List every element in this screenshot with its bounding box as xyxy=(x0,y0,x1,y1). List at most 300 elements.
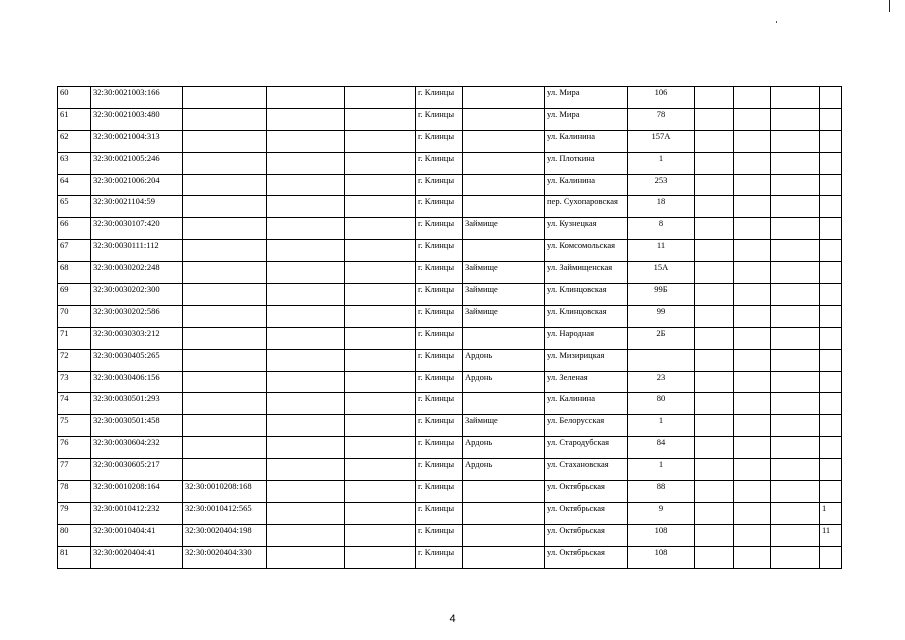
house-number-cell: 78 xyxy=(628,108,695,130)
city-cell: г. Клинцы xyxy=(416,327,463,349)
locality-cell xyxy=(463,240,545,262)
empty-cell xyxy=(771,262,820,284)
empty-cell xyxy=(695,437,734,459)
empty-cell xyxy=(695,130,734,152)
related-cadastral-number-cell: 32:30:0010208:168 xyxy=(183,481,267,503)
empty-cell xyxy=(345,437,416,459)
locality-cell xyxy=(463,87,545,109)
row-number-cell: 81 xyxy=(58,546,91,568)
empty-cell xyxy=(734,174,771,196)
extra-value-cell xyxy=(820,459,842,481)
page-speck xyxy=(776,21,777,23)
empty-cell xyxy=(267,262,345,284)
row-number-cell: 73 xyxy=(58,371,91,393)
city-cell: г. Клинцы xyxy=(416,284,463,306)
empty-cell xyxy=(695,196,734,218)
extra-value-cell xyxy=(820,108,842,130)
row-number-cell: 77 xyxy=(58,459,91,481)
table-row xyxy=(58,284,842,306)
registry-body xyxy=(58,87,842,569)
empty-cell xyxy=(771,87,820,109)
empty-cell xyxy=(345,371,416,393)
house-number-cell: 1 xyxy=(628,415,695,437)
cadastral-number-cell: 32:30:0010412:232 xyxy=(91,502,183,524)
cadastral-number-cell: 32:30:0010404:41 xyxy=(91,524,183,546)
related-cadastral-number-cell xyxy=(183,415,267,437)
cadastral-number-cell: 32:30:0030202:300 xyxy=(91,284,183,306)
extra-value-cell xyxy=(820,393,842,415)
street-cell: ул. Зеленая xyxy=(545,371,628,393)
empty-cell xyxy=(267,87,345,109)
city-cell: г. Клинцы xyxy=(416,371,463,393)
table-row xyxy=(58,305,842,327)
related-cadastral-number-cell xyxy=(183,218,267,240)
city-cell: г. Клинцы xyxy=(416,152,463,174)
related-cadastral-number-cell xyxy=(183,349,267,371)
related-cadastral-number-cell xyxy=(183,459,267,481)
empty-cell xyxy=(771,152,820,174)
empty-cell xyxy=(734,327,771,349)
row-number-cell: 71 xyxy=(58,327,91,349)
house-number-cell: 88 xyxy=(628,481,695,503)
empty-cell xyxy=(695,459,734,481)
cadastral-number-cell: 32:30:0010208:164 xyxy=(91,481,183,503)
empty-cell xyxy=(267,481,345,503)
house-number-cell: 2Б xyxy=(628,327,695,349)
related-cadastral-number-cell xyxy=(183,327,267,349)
empty-cell xyxy=(345,459,416,481)
empty-cell xyxy=(734,415,771,437)
house-number-cell: 99Б xyxy=(628,284,695,306)
empty-cell xyxy=(345,502,416,524)
city-cell: г. Клинцы xyxy=(416,415,463,437)
street-cell: ул. Мира xyxy=(545,87,628,109)
house-number-cell: 15А xyxy=(628,262,695,284)
empty-cell xyxy=(345,284,416,306)
house-number-cell: 108 xyxy=(628,524,695,546)
street-cell: ул. Клинцовская xyxy=(545,305,628,327)
extra-value-cell xyxy=(820,415,842,437)
city-cell: г. Клинцы xyxy=(416,218,463,240)
empty-cell xyxy=(345,546,416,568)
extra-value-cell xyxy=(820,240,842,262)
table-row xyxy=(58,415,842,437)
cadastral-number-cell: 32:30:0021104:59 xyxy=(91,196,183,218)
empty-cell xyxy=(695,262,734,284)
city-cell: г. Клинцы xyxy=(416,305,463,327)
empty-cell xyxy=(734,305,771,327)
empty-cell xyxy=(267,174,345,196)
page-number: 4 xyxy=(449,613,456,625)
table-row xyxy=(58,196,842,218)
table-row xyxy=(58,437,842,459)
table-row xyxy=(58,327,842,349)
cadastral-number-cell: 32:30:0021006:204 xyxy=(91,174,183,196)
empty-cell xyxy=(771,174,820,196)
table-row xyxy=(58,393,842,415)
empty-cell xyxy=(734,108,771,130)
empty-cell xyxy=(695,305,734,327)
empty-cell xyxy=(345,393,416,415)
row-number-cell: 80 xyxy=(58,524,91,546)
empty-cell xyxy=(267,305,345,327)
locality-cell xyxy=(463,327,545,349)
row-number-cell: 67 xyxy=(58,240,91,262)
table-row xyxy=(58,459,842,481)
row-number-cell: 63 xyxy=(58,152,91,174)
empty-cell xyxy=(695,174,734,196)
city-cell: г. Клинцы xyxy=(416,481,463,503)
related-cadastral-number-cell: 32:30:0020404:330 xyxy=(183,546,267,568)
street-cell: ул. Калинина xyxy=(545,174,628,196)
empty-cell xyxy=(345,481,416,503)
empty-cell xyxy=(734,240,771,262)
empty-cell xyxy=(734,546,771,568)
house-number-cell: 9 xyxy=(628,502,695,524)
house-number-cell: 108 xyxy=(628,546,695,568)
empty-cell xyxy=(345,240,416,262)
related-cadastral-number-cell xyxy=(183,305,267,327)
empty-cell xyxy=(695,349,734,371)
street-cell: ул. Комсомольская xyxy=(545,240,628,262)
cadastral-number-cell: 32:30:0030303:212 xyxy=(91,327,183,349)
empty-cell xyxy=(695,284,734,306)
house-number-cell: 253 xyxy=(628,174,695,196)
empty-cell xyxy=(771,108,820,130)
house-number-cell: 8 xyxy=(628,218,695,240)
cadastral-number-cell: 32:30:0030202:248 xyxy=(91,262,183,284)
street-cell: ул. Кузнецкая xyxy=(545,218,628,240)
empty-cell xyxy=(695,415,734,437)
empty-cell xyxy=(695,108,734,130)
city-cell: г. Клинцы xyxy=(416,108,463,130)
cadastral-number-cell: 32:30:0030406:156 xyxy=(91,371,183,393)
locality-cell xyxy=(463,546,545,568)
street-cell: ул. Мизирицкая xyxy=(545,349,628,371)
empty-cell xyxy=(771,327,820,349)
cadastral-number-cell: 32:30:0030107:420 xyxy=(91,218,183,240)
street-cell: ул. Стахановская xyxy=(545,459,628,481)
house-number-cell: 1 xyxy=(628,152,695,174)
street-cell: ул. Стародубская xyxy=(545,437,628,459)
city-cell: г. Клинцы xyxy=(416,546,463,568)
locality-cell: Ардонь xyxy=(463,371,545,393)
street-cell: ул. Калинина xyxy=(545,393,628,415)
house-number-cell: 99 xyxy=(628,305,695,327)
empty-cell xyxy=(345,305,416,327)
empty-cell xyxy=(734,393,771,415)
related-cadastral-number-cell xyxy=(183,371,267,393)
empty-cell xyxy=(771,415,820,437)
street-cell: ул. Народная xyxy=(545,327,628,349)
empty-cell xyxy=(734,371,771,393)
extra-value-cell xyxy=(820,481,842,503)
empty-cell xyxy=(734,284,771,306)
empty-cell xyxy=(771,437,820,459)
empty-cell xyxy=(771,393,820,415)
empty-cell xyxy=(695,546,734,568)
empty-cell xyxy=(345,218,416,240)
cadastral-number-cell: 32:30:0021003:166 xyxy=(91,87,183,109)
city-cell: г. Клинцы xyxy=(416,524,463,546)
locality-cell: Ардонь xyxy=(463,437,545,459)
empty-cell xyxy=(267,459,345,481)
empty-cell xyxy=(267,130,345,152)
house-number-cell: 23 xyxy=(628,371,695,393)
empty-cell xyxy=(345,174,416,196)
street-cell: ул. Белорусская xyxy=(545,415,628,437)
street-cell: ул. Октябрьская xyxy=(545,524,628,546)
empty-cell xyxy=(771,130,820,152)
empty-cell xyxy=(695,240,734,262)
cadastral-number-cell: 32:30:0030111:112 xyxy=(91,240,183,262)
empty-cell xyxy=(734,87,771,109)
street-cell: ул. Займищенская xyxy=(545,262,628,284)
street-cell: ул. Октябрьская xyxy=(545,481,628,503)
empty-cell xyxy=(734,218,771,240)
empty-cell xyxy=(695,524,734,546)
extra-value-cell: 1 xyxy=(820,502,842,524)
empty-cell xyxy=(771,371,820,393)
empty-cell xyxy=(345,152,416,174)
empty-cell xyxy=(345,349,416,371)
extra-value-cell xyxy=(820,371,842,393)
row-number-cell: 68 xyxy=(58,262,91,284)
locality-cell xyxy=(463,481,545,503)
empty-cell xyxy=(345,415,416,437)
cadastral-number-cell: 32:30:0021004:313 xyxy=(91,130,183,152)
empty-cell xyxy=(695,502,734,524)
empty-cell xyxy=(771,546,820,568)
extra-value-cell xyxy=(820,284,842,306)
related-cadastral-number-cell: 32:30:0010412:565 xyxy=(183,502,267,524)
empty-cell xyxy=(695,327,734,349)
extra-value-cell xyxy=(820,305,842,327)
empty-cell xyxy=(267,502,345,524)
empty-cell xyxy=(695,393,734,415)
city-cell: г. Клинцы xyxy=(416,349,463,371)
empty-cell xyxy=(734,349,771,371)
empty-cell xyxy=(771,459,820,481)
row-number-cell: 72 xyxy=(58,349,91,371)
extra-value-cell xyxy=(820,327,842,349)
page-edge-mark xyxy=(889,0,890,12)
table-row xyxy=(58,174,842,196)
city-cell: г. Клинцы xyxy=(416,87,463,109)
empty-cell xyxy=(771,481,820,503)
house-number-cell: 157А xyxy=(628,130,695,152)
street-cell: пер. Сухопаровская xyxy=(545,196,628,218)
empty-cell xyxy=(267,108,345,130)
empty-cell xyxy=(695,371,734,393)
extra-value-cell xyxy=(820,174,842,196)
row-number-cell: 60 xyxy=(58,87,91,109)
empty-cell xyxy=(267,546,345,568)
table-row xyxy=(58,218,842,240)
empty-cell xyxy=(734,524,771,546)
locality-cell xyxy=(463,174,545,196)
empty-cell xyxy=(267,218,345,240)
locality-cell: Займище xyxy=(463,305,545,327)
row-number-cell: 65 xyxy=(58,196,91,218)
empty-cell xyxy=(734,152,771,174)
extra-value-cell xyxy=(820,437,842,459)
locality-cell xyxy=(463,152,545,174)
related-cadastral-number-cell xyxy=(183,262,267,284)
empty-cell xyxy=(771,502,820,524)
table-row xyxy=(58,481,842,503)
locality-cell: Займище xyxy=(463,218,545,240)
empty-cell xyxy=(771,524,820,546)
empty-cell xyxy=(267,415,345,437)
city-cell: г. Клинцы xyxy=(416,240,463,262)
extra-value-cell xyxy=(820,262,842,284)
related-cadastral-number-cell xyxy=(183,87,267,109)
related-cadastral-number-cell xyxy=(183,437,267,459)
empty-cell xyxy=(771,196,820,218)
table-row xyxy=(58,371,842,393)
empty-cell xyxy=(345,262,416,284)
locality-cell xyxy=(463,502,545,524)
related-cadastral-number-cell xyxy=(183,108,267,130)
empty-cell xyxy=(734,130,771,152)
city-cell: г. Клинцы xyxy=(416,502,463,524)
street-cell: ул. Калинина xyxy=(545,130,628,152)
city-cell: г. Клинцы xyxy=(416,262,463,284)
empty-cell xyxy=(267,371,345,393)
street-cell: ул. Октябрьская xyxy=(545,546,628,568)
empty-cell xyxy=(345,524,416,546)
empty-cell xyxy=(771,284,820,306)
empty-cell xyxy=(695,152,734,174)
cadastral-number-cell: 32:30:0030405:265 xyxy=(91,349,183,371)
row-number-cell: 74 xyxy=(58,393,91,415)
city-cell: г. Клинцы xyxy=(416,130,463,152)
cadastral-number-cell: 32:30:0030604:232 xyxy=(91,437,183,459)
locality-cell: Ардонь xyxy=(463,459,545,481)
locality-cell xyxy=(463,130,545,152)
table-row xyxy=(58,502,842,524)
empty-cell xyxy=(771,349,820,371)
table-row xyxy=(58,524,842,546)
extra-value-cell xyxy=(820,87,842,109)
locality-cell: Займище xyxy=(463,415,545,437)
row-number-cell: 69 xyxy=(58,284,91,306)
street-cell: ул. Мира xyxy=(545,108,628,130)
extra-value-cell xyxy=(820,152,842,174)
city-cell: г. Клинцы xyxy=(416,437,463,459)
empty-cell xyxy=(267,284,345,306)
house-number-cell: 84 xyxy=(628,437,695,459)
locality-cell: Займище xyxy=(463,262,545,284)
extra-value-cell xyxy=(820,196,842,218)
row-number-cell: 62 xyxy=(58,130,91,152)
empty-cell xyxy=(695,218,734,240)
row-number-cell: 78 xyxy=(58,481,91,503)
empty-cell xyxy=(734,481,771,503)
table-row xyxy=(58,349,842,371)
city-cell: г. Клинцы xyxy=(416,174,463,196)
locality-cell xyxy=(463,108,545,130)
house-number-cell: 80 xyxy=(628,393,695,415)
locality-cell xyxy=(463,196,545,218)
table-row xyxy=(58,262,842,284)
table-row xyxy=(58,546,842,568)
empty-cell xyxy=(267,437,345,459)
empty-cell xyxy=(345,108,416,130)
cadastral-number-cell: 32:30:0030605:217 xyxy=(91,459,183,481)
extra-value-cell xyxy=(820,349,842,371)
locality-cell xyxy=(463,524,545,546)
row-number-cell: 70 xyxy=(58,305,91,327)
empty-cell xyxy=(345,196,416,218)
empty-cell xyxy=(345,87,416,109)
empty-cell xyxy=(771,305,820,327)
empty-cell xyxy=(734,459,771,481)
empty-cell xyxy=(267,327,345,349)
empty-cell xyxy=(771,218,820,240)
locality-cell: Ардонь xyxy=(463,349,545,371)
empty-cell xyxy=(345,130,416,152)
empty-cell xyxy=(345,327,416,349)
table-row xyxy=(58,87,842,109)
empty-cell xyxy=(267,240,345,262)
empty-cell xyxy=(734,502,771,524)
table-row xyxy=(58,108,842,130)
related-cadastral-number-cell xyxy=(183,174,267,196)
row-number-cell: 75 xyxy=(58,415,91,437)
related-cadastral-number-cell xyxy=(183,196,267,218)
city-cell: г. Клинцы xyxy=(416,196,463,218)
extra-value-cell xyxy=(820,218,842,240)
city-cell: г. Клинцы xyxy=(416,459,463,481)
cadastral-number-cell: 32:30:0030501:458 xyxy=(91,415,183,437)
table-row xyxy=(58,130,842,152)
empty-cell xyxy=(734,262,771,284)
extra-value-cell xyxy=(820,130,842,152)
empty-cell xyxy=(267,524,345,546)
city-cell: г. Клинцы xyxy=(416,393,463,415)
extra-value-cell xyxy=(820,546,842,568)
row-number-cell: 66 xyxy=(58,218,91,240)
related-cadastral-number-cell xyxy=(183,284,267,306)
related-cadastral-number-cell xyxy=(183,130,267,152)
cadastral-number-cell: 32:30:0030202:586 xyxy=(91,305,183,327)
empty-cell xyxy=(695,481,734,503)
house-number-cell: 18 xyxy=(628,196,695,218)
related-cadastral-number-cell xyxy=(183,393,267,415)
empty-cell xyxy=(267,152,345,174)
empty-cell xyxy=(771,240,820,262)
related-cadastral-number-cell: 32:30:0020404:198 xyxy=(183,524,267,546)
cadastral-number-cell: 32:30:0020404:41 xyxy=(91,546,183,568)
row-number-cell: 64 xyxy=(58,174,91,196)
empty-cell xyxy=(695,87,734,109)
house-number-cell: 1 xyxy=(628,459,695,481)
registry-table xyxy=(57,86,842,569)
related-cadastral-number-cell xyxy=(183,240,267,262)
row-number-cell: 79 xyxy=(58,502,91,524)
house-number-cell: 106 xyxy=(628,87,695,109)
empty-cell xyxy=(734,437,771,459)
locality-cell: Займище xyxy=(463,284,545,306)
empty-cell xyxy=(267,196,345,218)
empty-cell xyxy=(267,393,345,415)
related-cadastral-number-cell xyxy=(183,152,267,174)
table-row xyxy=(58,240,842,262)
row-number-cell: 61 xyxy=(58,108,91,130)
street-cell: ул. Клинцовская xyxy=(545,284,628,306)
